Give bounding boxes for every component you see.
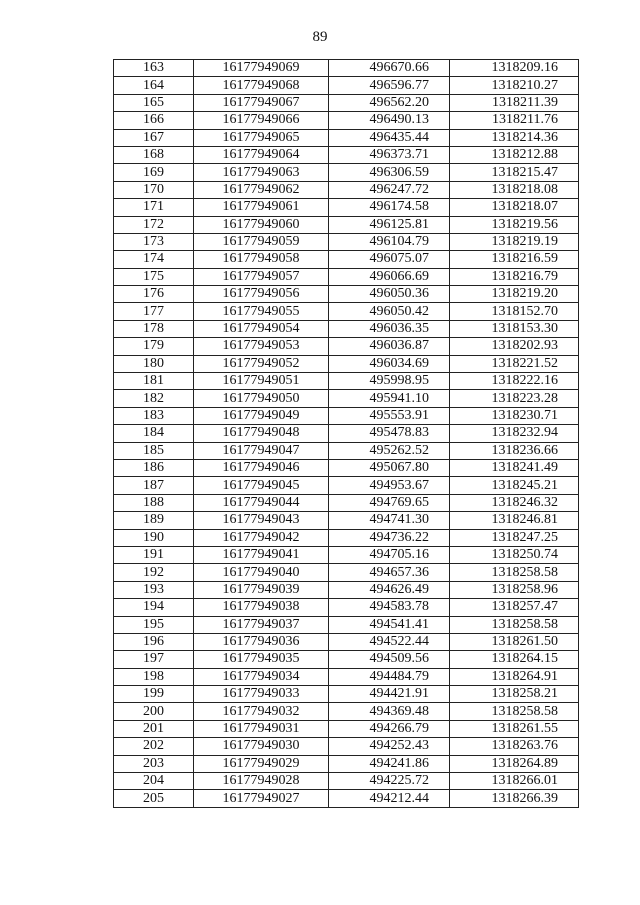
point-number-cell: 202 bbox=[114, 738, 194, 755]
point-id-cell: 16177949040 bbox=[194, 564, 329, 581]
x-coordinate-cell: 495262.52 bbox=[329, 442, 450, 459]
table-row bbox=[114, 720, 579, 737]
x-coordinate-cell: 494626.49 bbox=[329, 581, 450, 598]
x-coordinate-cell: 494225.72 bbox=[329, 773, 450, 790]
table-row bbox=[114, 633, 579, 650]
x-coordinate-cell: 496596.77 bbox=[329, 77, 450, 94]
point-number-cell: 194 bbox=[114, 599, 194, 616]
point-id-cell: 16177949031 bbox=[194, 720, 329, 737]
point-id-cell: 16177949066 bbox=[194, 112, 329, 129]
x-coordinate-cell: 494953.67 bbox=[329, 477, 450, 494]
x-coordinate-cell: 496066.69 bbox=[329, 268, 450, 285]
x-coordinate-cell: 494705.16 bbox=[329, 546, 450, 563]
y-coordinate-cell: 1318258.21 bbox=[450, 686, 579, 703]
y-coordinate-cell: 1318218.08 bbox=[450, 181, 579, 198]
table-row bbox=[114, 94, 579, 111]
y-coordinate-cell: 1318246.81 bbox=[450, 512, 579, 529]
x-coordinate-cell: 496670.66 bbox=[329, 60, 450, 77]
x-coordinate-cell: 494657.36 bbox=[329, 564, 450, 581]
x-coordinate-cell: 494421.91 bbox=[329, 686, 450, 703]
point-id-cell: 16177949029 bbox=[194, 755, 329, 772]
y-coordinate-cell: 1318209.16 bbox=[450, 60, 579, 77]
point-number-cell: 205 bbox=[114, 790, 194, 807]
point-id-cell: 16177949064 bbox=[194, 146, 329, 163]
table-row bbox=[114, 668, 579, 685]
table-row bbox=[114, 233, 579, 250]
point-number-cell: 192 bbox=[114, 564, 194, 581]
x-coordinate-cell: 494266.79 bbox=[329, 720, 450, 737]
table-row bbox=[114, 320, 579, 337]
point-id-cell: 16177949030 bbox=[194, 738, 329, 755]
point-id-cell: 16177949037 bbox=[194, 616, 329, 633]
y-coordinate-cell: 1318258.58 bbox=[450, 564, 579, 581]
point-id-cell: 16177949033 bbox=[194, 686, 329, 703]
table-row bbox=[114, 738, 579, 755]
point-number-cell: 185 bbox=[114, 442, 194, 459]
y-coordinate-cell: 1318261.55 bbox=[450, 720, 579, 737]
y-coordinate-cell: 1318214.36 bbox=[450, 129, 579, 146]
coordinates-table-body bbox=[114, 60, 579, 808]
point-id-cell: 16177949051 bbox=[194, 373, 329, 390]
point-number-cell: 167 bbox=[114, 129, 194, 146]
point-id-cell: 16177949069 bbox=[194, 60, 329, 77]
y-coordinate-cell: 1318246.32 bbox=[450, 494, 579, 511]
y-coordinate-cell: 1318219.56 bbox=[450, 216, 579, 233]
x-coordinate-cell: 495998.95 bbox=[329, 373, 450, 390]
x-coordinate-cell: 496036.87 bbox=[329, 338, 450, 355]
point-number-cell: 196 bbox=[114, 633, 194, 650]
x-coordinate-cell: 494769.65 bbox=[329, 494, 450, 511]
y-coordinate-cell: 1318247.25 bbox=[450, 529, 579, 546]
point-number-cell: 163 bbox=[114, 60, 194, 77]
y-coordinate-cell: 1318221.52 bbox=[450, 355, 579, 372]
point-number-cell: 166 bbox=[114, 112, 194, 129]
table-row bbox=[114, 251, 579, 268]
point-number-cell: 204 bbox=[114, 773, 194, 790]
x-coordinate-cell: 494369.48 bbox=[329, 703, 450, 720]
y-coordinate-cell: 1318223.28 bbox=[450, 390, 579, 407]
x-coordinate-cell: 496306.59 bbox=[329, 164, 450, 181]
point-id-cell: 16177949048 bbox=[194, 425, 329, 442]
point-number-cell: 198 bbox=[114, 668, 194, 685]
point-id-cell: 16177949057 bbox=[194, 268, 329, 285]
y-coordinate-cell: 1318210.27 bbox=[450, 77, 579, 94]
y-coordinate-cell: 1318258.96 bbox=[450, 581, 579, 598]
table-row bbox=[114, 529, 579, 546]
point-id-cell: 16177949052 bbox=[194, 355, 329, 372]
point-id-cell: 16177949044 bbox=[194, 494, 329, 511]
point-id-cell: 16177949055 bbox=[194, 303, 329, 320]
table-row bbox=[114, 651, 579, 668]
x-coordinate-cell: 496036.35 bbox=[329, 320, 450, 337]
x-coordinate-cell: 495941.10 bbox=[329, 390, 450, 407]
point-id-cell: 16177949067 bbox=[194, 94, 329, 111]
y-coordinate-cell: 1318202.93 bbox=[450, 338, 579, 355]
y-coordinate-cell: 1318215.47 bbox=[450, 164, 579, 181]
x-coordinate-cell: 494252.43 bbox=[329, 738, 450, 755]
x-coordinate-cell: 496562.20 bbox=[329, 94, 450, 111]
y-coordinate-cell: 1318261.50 bbox=[450, 633, 579, 650]
point-id-cell: 16177949054 bbox=[194, 320, 329, 337]
table-row bbox=[114, 459, 579, 476]
y-coordinate-cell: 1318211.39 bbox=[450, 94, 579, 111]
y-coordinate-cell: 1318245.21 bbox=[450, 477, 579, 494]
y-coordinate-cell: 1318218.07 bbox=[450, 199, 579, 216]
table-row bbox=[114, 199, 579, 216]
table-row bbox=[114, 286, 579, 303]
y-coordinate-cell: 1318232.94 bbox=[450, 425, 579, 442]
x-coordinate-cell: 495478.83 bbox=[329, 425, 450, 442]
y-coordinate-cell: 1318263.76 bbox=[450, 738, 579, 755]
y-coordinate-cell: 1318219.20 bbox=[450, 286, 579, 303]
point-number-cell: 178 bbox=[114, 320, 194, 337]
y-coordinate-cell: 1318236.66 bbox=[450, 442, 579, 459]
table-row bbox=[114, 77, 579, 94]
table-row bbox=[114, 181, 579, 198]
point-id-cell: 16177949062 bbox=[194, 181, 329, 198]
x-coordinate-cell: 496075.07 bbox=[329, 251, 450, 268]
point-number-cell: 176 bbox=[114, 286, 194, 303]
point-number-cell: 164 bbox=[114, 77, 194, 94]
table-row bbox=[114, 703, 579, 720]
table-row bbox=[114, 494, 579, 511]
point-number-cell: 201 bbox=[114, 720, 194, 737]
point-number-cell: 191 bbox=[114, 546, 194, 563]
y-coordinate-cell: 1318250.74 bbox=[450, 546, 579, 563]
x-coordinate-cell: 494541.41 bbox=[329, 616, 450, 633]
y-coordinate-cell: 1318211.76 bbox=[450, 112, 579, 129]
point-id-cell: 16177949058 bbox=[194, 251, 329, 268]
y-coordinate-cell: 1318257.47 bbox=[450, 599, 579, 616]
x-coordinate-cell: 496125.81 bbox=[329, 216, 450, 233]
table-row bbox=[114, 773, 579, 790]
point-id-cell: 16177949056 bbox=[194, 286, 329, 303]
y-coordinate-cell: 1318216.79 bbox=[450, 268, 579, 285]
y-coordinate-cell: 1318264.89 bbox=[450, 755, 579, 772]
point-id-cell: 16177949068 bbox=[194, 77, 329, 94]
point-number-cell: 195 bbox=[114, 616, 194, 633]
point-id-cell: 16177949034 bbox=[194, 668, 329, 685]
point-id-cell: 16177949041 bbox=[194, 546, 329, 563]
x-coordinate-cell: 495553.91 bbox=[329, 407, 450, 424]
point-id-cell: 16177949035 bbox=[194, 651, 329, 668]
page-number: 89 bbox=[312, 29, 328, 45]
x-coordinate-cell: 496034.69 bbox=[329, 355, 450, 372]
table-row bbox=[114, 599, 579, 616]
point-id-cell: 16177949049 bbox=[194, 407, 329, 424]
table-row bbox=[114, 355, 579, 372]
point-id-cell: 16177949038 bbox=[194, 599, 329, 616]
table-row bbox=[114, 216, 579, 233]
point-number-cell: 171 bbox=[114, 199, 194, 216]
point-id-cell: 16177949061 bbox=[194, 199, 329, 216]
point-id-cell: 16177949045 bbox=[194, 477, 329, 494]
x-coordinate-cell: 496435.44 bbox=[329, 129, 450, 146]
x-coordinate-cell: 496373.71 bbox=[329, 146, 450, 163]
table-row bbox=[114, 581, 579, 598]
table-row bbox=[114, 512, 579, 529]
point-number-cell: 177 bbox=[114, 303, 194, 320]
point-id-cell: 16177949047 bbox=[194, 442, 329, 459]
table-row bbox=[114, 390, 579, 407]
point-number-cell: 203 bbox=[114, 755, 194, 772]
x-coordinate-cell: 494583.78 bbox=[329, 599, 450, 616]
y-coordinate-cell: 1318216.59 bbox=[450, 251, 579, 268]
y-coordinate-cell: 1318258.58 bbox=[450, 616, 579, 633]
x-coordinate-cell: 496050.36 bbox=[329, 286, 450, 303]
point-number-cell: 197 bbox=[114, 651, 194, 668]
point-id-cell: 16177949050 bbox=[194, 390, 329, 407]
table-row bbox=[114, 129, 579, 146]
table-row bbox=[114, 616, 579, 633]
point-id-cell: 16177949060 bbox=[194, 216, 329, 233]
point-number-cell: 169 bbox=[114, 164, 194, 181]
table-row bbox=[114, 425, 579, 442]
table-row bbox=[114, 164, 579, 181]
x-coordinate-cell: 496247.72 bbox=[329, 181, 450, 198]
table-row bbox=[114, 790, 579, 807]
y-coordinate-cell: 1318222.16 bbox=[450, 373, 579, 390]
table-row bbox=[114, 373, 579, 390]
x-coordinate-cell: 494736.22 bbox=[329, 529, 450, 546]
y-coordinate-cell: 1318212.88 bbox=[450, 146, 579, 163]
table-row bbox=[114, 268, 579, 285]
point-number-cell: 190 bbox=[114, 529, 194, 546]
point-number-cell: 183 bbox=[114, 407, 194, 424]
x-coordinate-cell: 494741.30 bbox=[329, 512, 450, 529]
point-id-cell: 16177949028 bbox=[194, 773, 329, 790]
point-number-cell: 179 bbox=[114, 338, 194, 355]
point-number-cell: 172 bbox=[114, 216, 194, 233]
y-coordinate-cell: 1318230.71 bbox=[450, 407, 579, 424]
coordinates-table bbox=[113, 59, 579, 808]
point-number-cell: 180 bbox=[114, 355, 194, 372]
table-row bbox=[114, 60, 579, 77]
y-coordinate-cell: 1318266.01 bbox=[450, 773, 579, 790]
y-coordinate-cell: 1318264.15 bbox=[450, 651, 579, 668]
x-coordinate-cell: 494484.79 bbox=[329, 668, 450, 685]
x-coordinate-cell: 494522.44 bbox=[329, 633, 450, 650]
table-row bbox=[114, 755, 579, 772]
table-row bbox=[114, 686, 579, 703]
y-coordinate-cell: 1318241.49 bbox=[450, 459, 579, 476]
y-coordinate-cell: 1318266.39 bbox=[450, 790, 579, 807]
table-row bbox=[114, 112, 579, 129]
point-id-cell: 16177949032 bbox=[194, 703, 329, 720]
y-coordinate-cell: 1318264.91 bbox=[450, 668, 579, 685]
table-row bbox=[114, 564, 579, 581]
y-coordinate-cell: 1318153.30 bbox=[450, 320, 579, 337]
point-number-cell: 173 bbox=[114, 233, 194, 250]
point-number-cell: 188 bbox=[114, 494, 194, 511]
x-coordinate-cell: 496050.42 bbox=[329, 303, 450, 320]
table-row bbox=[114, 477, 579, 494]
point-number-cell: 182 bbox=[114, 390, 194, 407]
point-id-cell: 16177949046 bbox=[194, 459, 329, 476]
point-id-cell: 16177949036 bbox=[194, 633, 329, 650]
point-id-cell: 16177949053 bbox=[194, 338, 329, 355]
point-id-cell: 16177949063 bbox=[194, 164, 329, 181]
table-row bbox=[114, 338, 579, 355]
table-row bbox=[114, 303, 579, 320]
point-number-cell: 175 bbox=[114, 268, 194, 285]
table-row bbox=[114, 442, 579, 459]
x-coordinate-cell: 495067.80 bbox=[329, 459, 450, 476]
y-coordinate-cell: 1318152.70 bbox=[450, 303, 579, 320]
x-coordinate-cell: 496490.13 bbox=[329, 112, 450, 129]
x-coordinate-cell: 494212.44 bbox=[329, 790, 450, 807]
point-number-cell: 165 bbox=[114, 94, 194, 111]
x-coordinate-cell: 494241.86 bbox=[329, 755, 450, 772]
point-id-cell: 16177949027 bbox=[194, 790, 329, 807]
point-number-cell: 170 bbox=[114, 181, 194, 198]
x-coordinate-cell: 494509.56 bbox=[329, 651, 450, 668]
point-id-cell: 16177949042 bbox=[194, 529, 329, 546]
y-coordinate-cell: 1318219.19 bbox=[450, 233, 579, 250]
x-coordinate-cell: 496174.58 bbox=[329, 199, 450, 216]
x-coordinate-cell: 496104.79 bbox=[329, 233, 450, 250]
table-row bbox=[114, 546, 579, 563]
point-number-cell: 187 bbox=[114, 477, 194, 494]
point-id-cell: 16177949059 bbox=[194, 233, 329, 250]
point-number-cell: 184 bbox=[114, 425, 194, 442]
point-number-cell: 199 bbox=[114, 686, 194, 703]
point-id-cell: 16177949043 bbox=[194, 512, 329, 529]
point-id-cell: 16177949065 bbox=[194, 129, 329, 146]
point-number-cell: 186 bbox=[114, 459, 194, 476]
point-number-cell: 200 bbox=[114, 703, 194, 720]
point-id-cell: 16177949039 bbox=[194, 581, 329, 598]
point-number-cell: 189 bbox=[114, 512, 194, 529]
table-row bbox=[114, 146, 579, 163]
point-number-cell: 168 bbox=[114, 146, 194, 163]
point-number-cell: 174 bbox=[114, 251, 194, 268]
point-number-cell: 193 bbox=[114, 581, 194, 598]
point-number-cell: 181 bbox=[114, 373, 194, 390]
y-coordinate-cell: 1318258.58 bbox=[450, 703, 579, 720]
table-row bbox=[114, 407, 579, 424]
